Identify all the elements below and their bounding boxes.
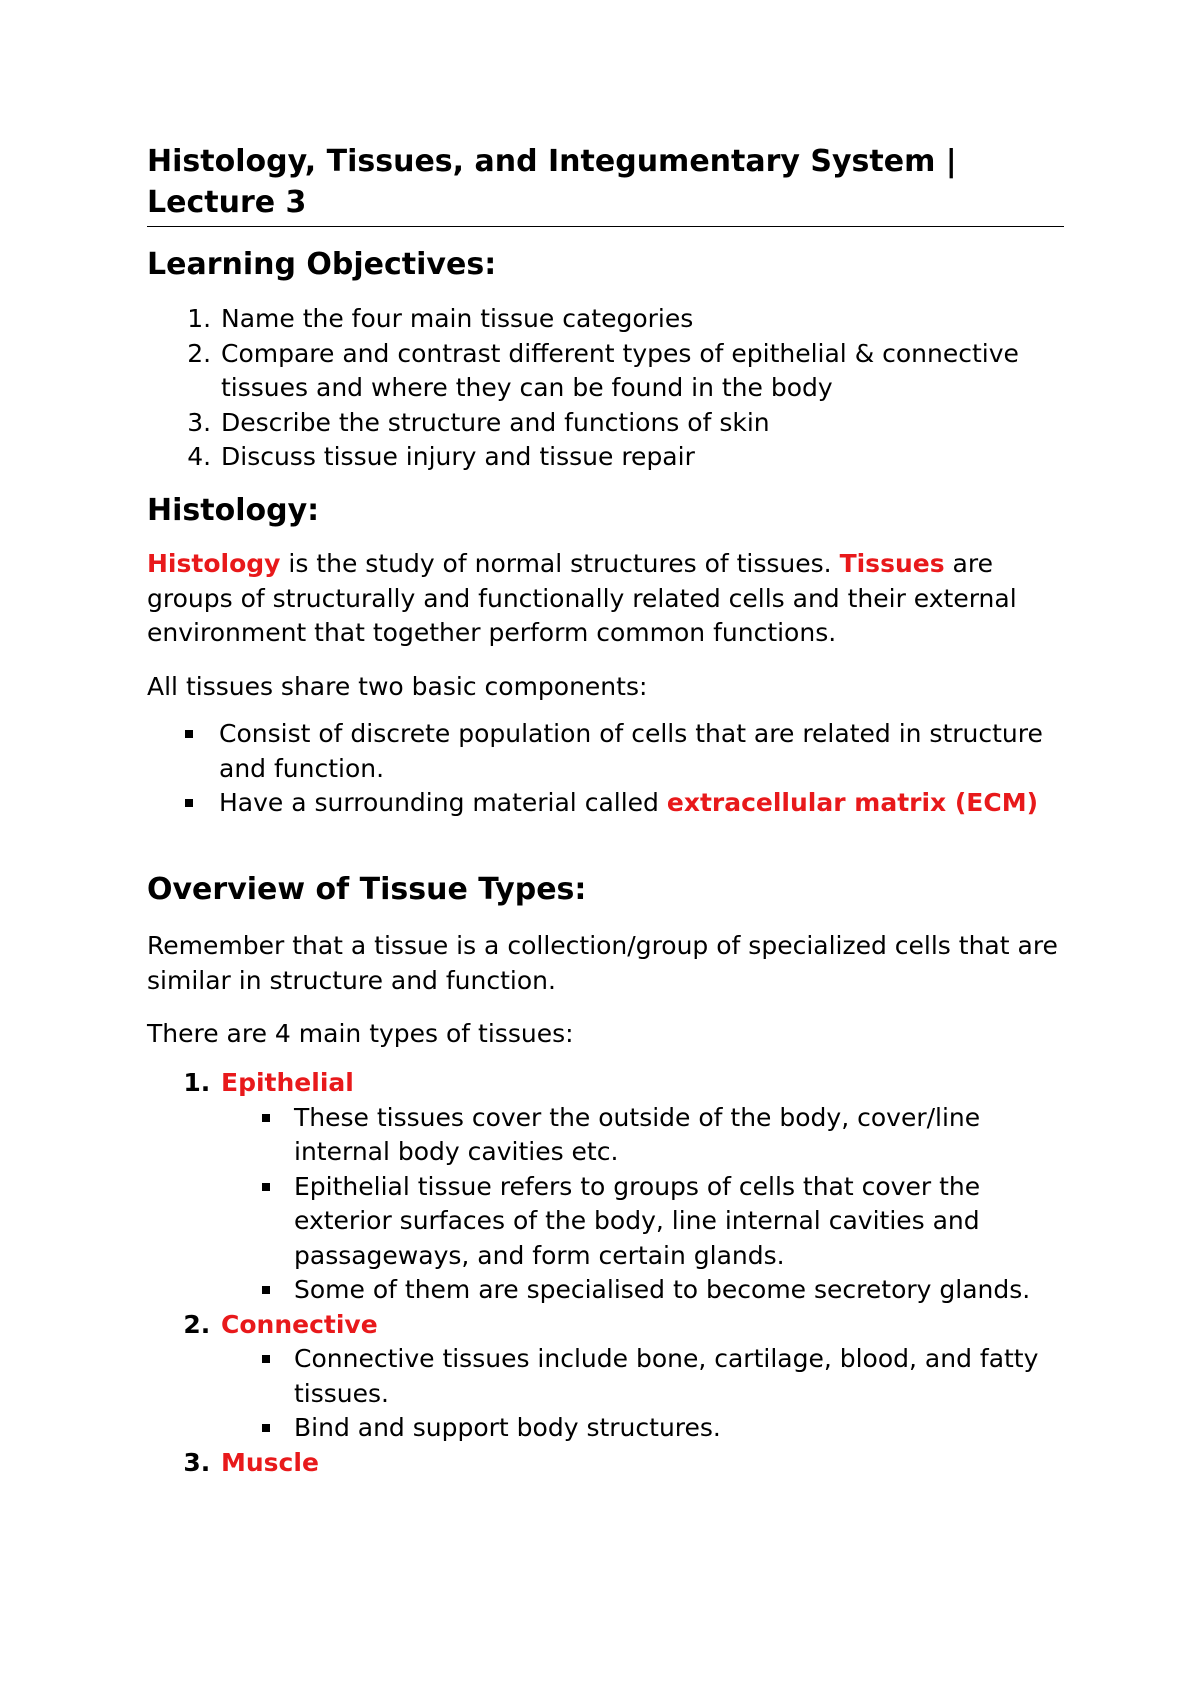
- objectives-list: [147, 302, 1064, 475]
- tissue-type-points: [221, 1101, 1064, 1308]
- tissue-type-muscle: [219, 1446, 1064, 1481]
- tissue-type-connective: [219, 1308, 1064, 1446]
- square-bullet-icon: [262, 1424, 270, 1432]
- square-bullet-icon: [185, 799, 193, 807]
- list-item: Bind and support body structures.: [294, 1411, 1064, 1446]
- tissue-types-list: [147, 1066, 1064, 1480]
- term-histology: Histology: [147, 549, 281, 578]
- tissue-type-name: Epithelial: [221, 1068, 354, 1097]
- list-item: Consist of discrete population of cells that are related in structure and function.: [219, 717, 1064, 786]
- objective-item: 1. Name the four main tissue categories: [219, 302, 1064, 337]
- tissue-type-name: Muscle: [221, 1447, 319, 1477]
- objective-item: 3. Describe the structure and functions of skin: [219, 406, 1064, 441]
- objective-item: 4. Discuss tissue injury and tissue repair: [219, 440, 1064, 475]
- histology-definition: [147, 547, 1064, 651]
- title-divider: [147, 226, 1064, 227]
- tissue-type-epithelial: [219, 1066, 1064, 1308]
- histology-heading: Histology:: [147, 493, 320, 528]
- square-bullet-icon: [262, 1355, 270, 1363]
- objective-item: 2. Compare and contrast different types of epithelial & connective tissues and where they can be found in the body: [219, 337, 1064, 406]
- definition-text: is the study of normal structures of tissues.: [280, 549, 840, 578]
- components-list: [147, 717, 1064, 821]
- square-bullet-icon: [262, 1114, 270, 1122]
- overview-paragraph: Remember that a tissue is a collection/group of specialized cells that are similar in structure and function.: [147, 931, 1058, 995]
- list-item: These tissues cover the outside of the body, cover/line internal body cavities etc.: [294, 1101, 1064, 1170]
- tissue-type-points: [221, 1342, 1064, 1446]
- term-ecm: extracellular matrix (ECM): [666, 788, 1039, 817]
- tissue-type-name: Connective: [221, 1309, 378, 1339]
- list-item: Have a surrounding material called extracellular matrix (ECM): [219, 786, 1064, 821]
- square-bullet-icon: [262, 1286, 270, 1294]
- square-bullet-icon: [262, 1183, 270, 1191]
- tissue-types-intro: There are 4 main types of tissues:: [147, 1019, 574, 1048]
- term-tissues: Tissues: [839, 549, 945, 578]
- square-bullet-icon: [185, 730, 193, 738]
- objectives-heading: Learning Objectives:: [147, 247, 497, 282]
- list-item: Some of them are specialised to become secretory glands.: [294, 1273, 1064, 1308]
- list-item: Connective tissues include bone, cartilage, blood, and fatty tissues.: [294, 1342, 1064, 1411]
- list-item: Epithelial tissue refers to groups of cells that cover the exterior surfaces of the body, line internal cavities and passageways, and form certain glands.: [294, 1170, 1064, 1274]
- components-intro: All tissues share two basic components:: [147, 672, 648, 701]
- overview-heading: Overview of Tissue Types:: [147, 872, 587, 907]
- document-title: Histology, Tissues, and Integumentary System | Lecture 3: [147, 144, 957, 220]
- definition-text: are groups of structurally and functionally related cells and their external environment that together perform common functions.: [147, 549, 1017, 647]
